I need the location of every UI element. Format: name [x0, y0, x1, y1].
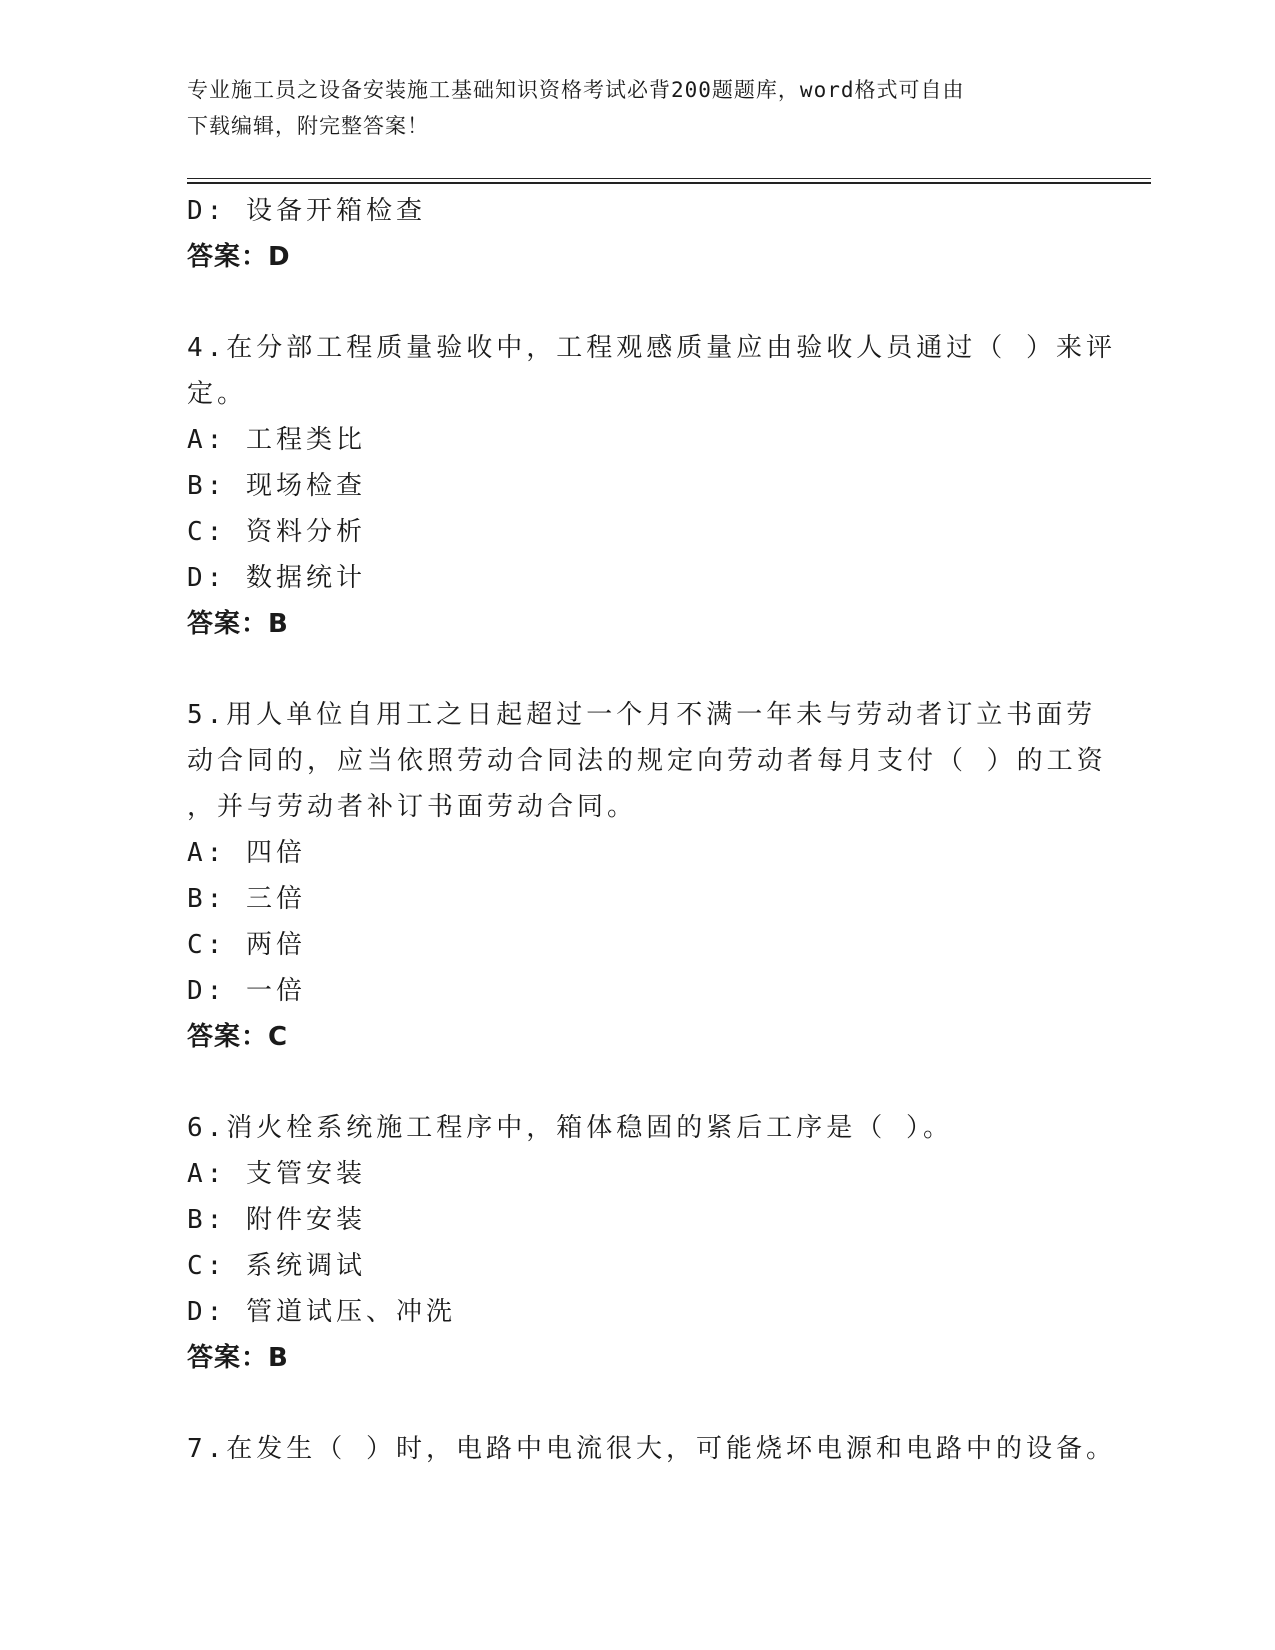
question-5-option-b: B: 三倍	[187, 884, 306, 914]
header-rule-thick	[187, 182, 1151, 184]
page-header	[187, 72, 1077, 144]
header-title-line-1: 专业施工员之设备安装施工基础知识资格考试必背200题题库，word格式可自由	[187, 78, 965, 102]
question-5-text-line-2: 动合同的，应当依照劳动合同法的规定向劳动者每月支付（ ）的工资	[187, 746, 1107, 776]
question-content	[187, 188, 1116, 1472]
question-6-option-d: D: 管道试压、冲洗	[187, 1297, 456, 1327]
question-5-option-d: D: 一倍	[187, 976, 306, 1006]
question-6-answer: 答案：B	[187, 1343, 289, 1373]
question-6-option-c: C: 系统调试	[187, 1251, 366, 1281]
header-title-line-2: 下载编辑，附完整答案！	[187, 114, 429, 138]
question-6-option-b: B: 附件安装	[187, 1205, 366, 1235]
question-5-answer: 答案：C	[187, 1022, 289, 1052]
question-4-option-a: A: 工程类比	[187, 425, 366, 455]
prev-answer: 答案：D	[187, 242, 291, 272]
question-6-text-line-1: 6.消火栓系统施工程序中，箱体稳固的紧后工序是（ ）。	[187, 1113, 953, 1143]
question-7	[187, 1426, 1116, 1472]
question-4-option-b: B: 现场检查	[187, 471, 366, 501]
question-5-text-line-3: ，并与劳动者补订书面劳动合同。	[187, 792, 638, 822]
question-7-text-line-1: 7.在发生（ ）时，电路中电流很大，可能烧坏电源和电路中的设备。	[187, 1434, 1116, 1464]
question-4-text-line-1: 4.在分部工程质量验收中，工程观感质量应由验收人员通过（ ）来评	[187, 333, 1116, 363]
question-4-text-line-2: 定。	[187, 379, 248, 409]
prev-option-d: D: 设备开箱检查	[187, 196, 426, 226]
header-rule-thin	[187, 178, 1151, 179]
question-4-option-d: D: 数据统计	[187, 563, 366, 593]
question-4	[187, 325, 1116, 647]
question-4-answer: 答案：B	[187, 609, 289, 639]
question-5-text-line-1: 5.用人单位自用工之日起超过一个月不满一年未与劳动者订立书面劳	[187, 700, 1097, 730]
question-4-option-c: C: 资料分析	[187, 517, 366, 547]
question-5	[187, 692, 1107, 1060]
question-5-option-a: A: 四倍	[187, 838, 306, 868]
question-6	[187, 1105, 1087, 1381]
question-5-option-c: C: 两倍	[187, 930, 306, 960]
question-6-option-a: A: 支管安装	[187, 1159, 366, 1189]
